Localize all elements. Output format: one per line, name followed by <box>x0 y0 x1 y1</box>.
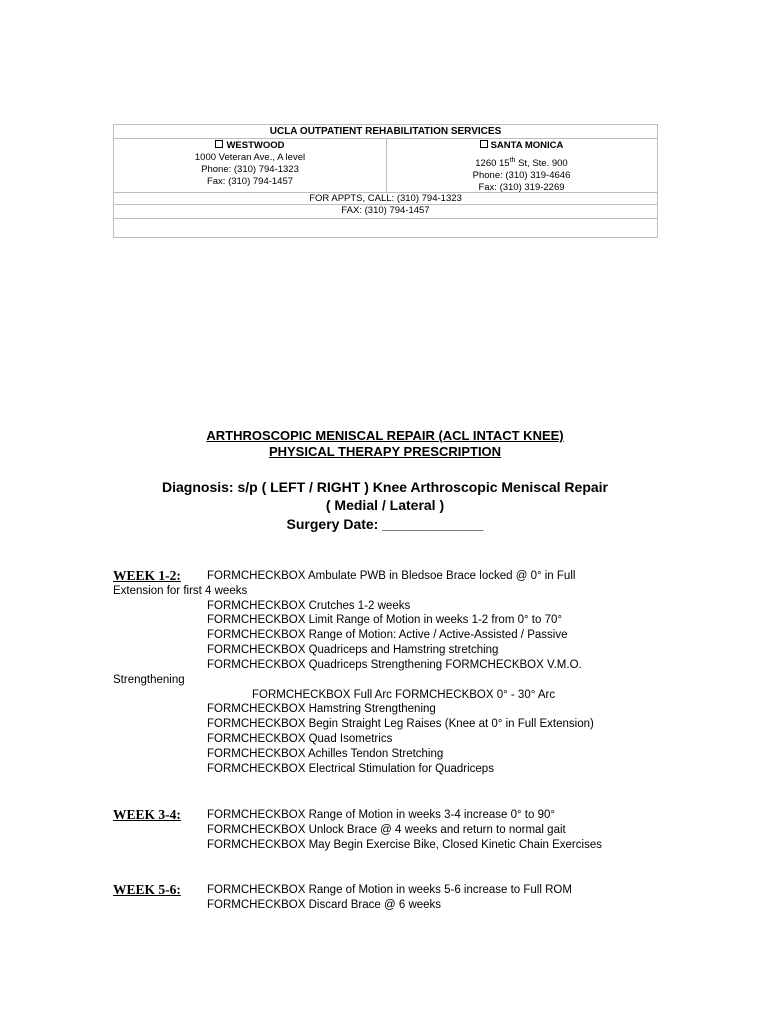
clinic-header-table <box>113 124 658 238</box>
locations-row <box>114 139 657 193</box>
diagnosis-line: Diagnosis: s/p ( LEFT / RIGHT ) Knee Arthroscopic Meniscal Repair <box>162 479 608 495</box>
santa-monica-fax: Fax: (310) 319-2269 <box>478 182 565 194</box>
document-subtitle: PHYSICAL THERAPY PRESCRIPTION <box>268 444 502 459</box>
week-3-4-item: FORMCHECKBOX May Begin Exercise Bike, Closed Kinetic Chain Exercises <box>207 839 602 851</box>
week-1-2-item: FORMCHECKBOX Achilles Tendon Stretching <box>207 748 444 760</box>
week-5-6-item: FORMCHECKBOX Discard Brace @ 6 weeks <box>207 899 442 911</box>
week-1-2-item: FORMCHECKBOX Begin Straight Leg Raises (Knee at 0° in Full Extension) <box>207 718 594 730</box>
week-1-2-label: WEEK 1-2: <box>113 568 181 583</box>
week-1-2-item-cont: Extension for first 4 weeks <box>113 585 248 597</box>
checkbox-icon[interactable] <box>480 140 488 148</box>
appts-fax: FAX: (310) 794-1457 <box>114 205 657 219</box>
week-1-2-item: FORMCHECKBOX Quad Isometrics <box>207 733 393 745</box>
diagnosis-side: ( Medial / Lateral ) <box>325 497 445 513</box>
week-3-4-label: WEEK 3-4: <box>113 807 181 822</box>
westwood-phone: Phone: (310) 794-1323 <box>201 164 299 175</box>
appts-phone: FOR APPTS, CALL: (310) 794-1323 <box>114 193 657 205</box>
westwood-address: 1000 Veteran Ave., A level <box>194 152 306 163</box>
week-3-4-item: FORMCHECKBOX Range of Motion in weeks 3-4 increase 0° to 90° <box>207 809 555 821</box>
week-1-2-item: FORMCHECKBOX Quadriceps and Hamstring stretching <box>207 644 499 656</box>
santa-monica-name: SANTA MONICA <box>490 140 564 151</box>
week-1-2-item: FORMCHECKBOX Quadriceps Strengthening FORMCHECKBOX V.M.O. <box>207 659 582 671</box>
week-1-2-item: FORMCHECKBOX Crutches 1-2 weeks <box>207 600 411 612</box>
santa-monica-phone: Phone: (310) 319-4646 <box>472 170 571 182</box>
week-1-2-item-cont: Strengthening <box>113 674 185 686</box>
surgery-date: Surgery Date: _____________ <box>286 516 484 532</box>
week-5-6-item: FORMCHECKBOX Range of Motion in weeks 5-6 increase to Full ROM <box>207 884 572 896</box>
westwood-fax: Fax: (310) 794-1457 <box>206 176 294 187</box>
document-title: ARTHROSCOPIC MENISCAL REPAIR (ACL INTACT KNEE) <box>206 428 564 443</box>
week-1-2-item: FORMCHECKBOX Full Arc FORMCHECKBOX 0° - 30° Arc <box>252 689 556 701</box>
week-5-6-label: WEEK 5-6: <box>113 882 181 897</box>
org-title: UCLA OUTPATIENT REHABILITATION SERVICES <box>114 125 657 139</box>
santa-monica-location <box>386 139 657 192</box>
checkbox-icon[interactable] <box>215 140 223 148</box>
westwood-name: WESTWOOD <box>226 140 285 151</box>
week-1-2-item: FORMCHECKBOX Limit Range of Motion in weeks 1-2 from 0° to 70° <box>207 614 562 626</box>
santa-monica-address: 1260 15th St, Ste. 900 <box>475 157 568 170</box>
westwood-location <box>114 139 387 192</box>
week-3-4-item: FORMCHECKBOX Unlock Brace @ 4 weeks and return to normal gait <box>207 824 566 836</box>
week-1-2-item: FORMCHECKBOX Hamstring Strengthening <box>207 703 436 715</box>
empty-row <box>114 219 657 238</box>
week-1-2-item: FORMCHECKBOX Ambulate PWB in Bledsoe Brace locked @ 0° in Full <box>207 570 576 582</box>
week-1-2-item: FORMCHECKBOX Electrical Stimulation for Quadriceps <box>207 763 494 775</box>
week-1-2-item: FORMCHECKBOX Range of Motion: Active / Active-Assisted / Passive <box>207 629 568 641</box>
